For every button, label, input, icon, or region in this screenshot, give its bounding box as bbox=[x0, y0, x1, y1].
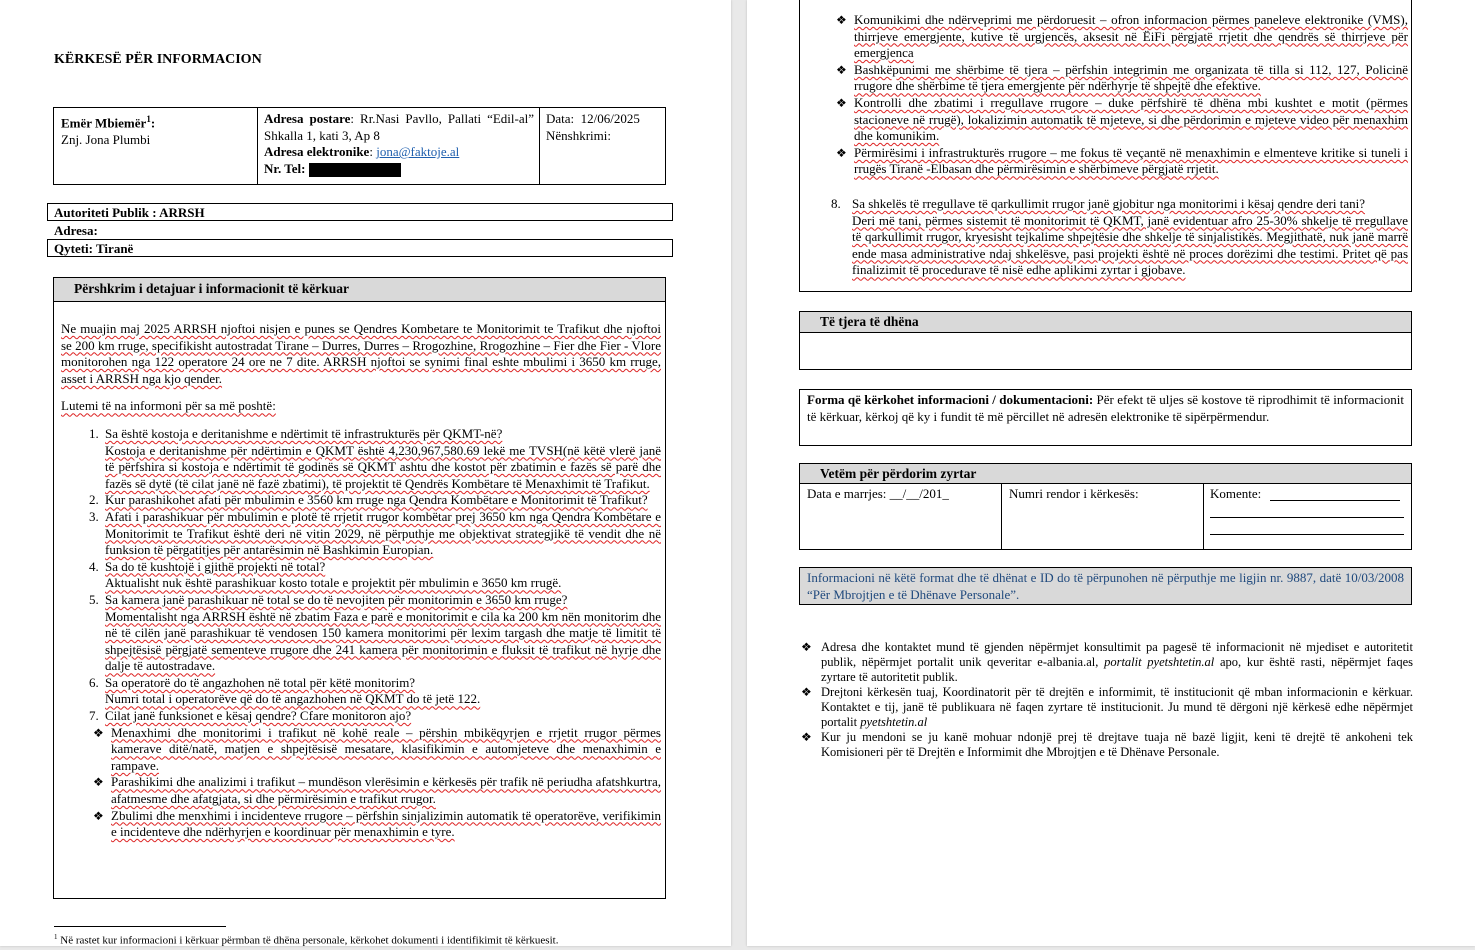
request-date: 12/06/2025 bbox=[580, 111, 640, 126]
question-item-7: 7. Cilat janë funksionet e kësaj qendre? Cfare monitoron ajo? bbox=[61, 708, 661, 725]
diamond-bullet-icon: ❖ bbox=[836, 95, 847, 110]
answer-text: Aktualisht nuk është parashikuar kosto totale e projektit për mbulimin e 3650 km rrugë. bbox=[105, 575, 562, 591]
note-item: ❖ Kur ju mendoni se ju kanë mohuar ndonjë prej të drejtave tuaja në bazë ligjit, keni të drejtë të ankoheni tek Komisioneri për të Drejtën e Informimit dhe Mbrojtjen e të Dhënave Personale. bbox=[801, 730, 1413, 759]
document-page-2 bbox=[747, 0, 1475, 946]
name-label: Emër Mbiemër bbox=[61, 115, 147, 131]
question-item-5: 5. Sa kamera janë parashikuar në total se do të nevojiten për monitorimin e 3650 km rruge? Momentalisht nga ARRSH është në zbatim Faza e parë e monitorimit e cila ka 200 km nën monitorim dhe në të cilën janë parashikuar të vendosen 150 kamera monitorimi për lexim targash dhe matje të limitit të shpejtësisë përgjatë sementeve rrugore dhe 241 kamera për monitorimin e fluksit të trafikut në hyrje dhe dalje të autostradave. bbox=[89, 591, 661, 674]
diamond-bullet-icon: ❖ bbox=[93, 725, 104, 740]
authority-address: Adresa: bbox=[54, 223, 98, 238]
question-text: Sa operatorë do të angazhohen në total për këtë monitorim? bbox=[105, 674, 416, 690]
question-text: Sa do të kushtojë i gjithë projekti në total? bbox=[105, 558, 326, 574]
functions-list-p1 bbox=[61, 725, 661, 841]
question-item-6: 6. Sa operatorë do të angazhohen në total për këtë monitorim? Numri total i operatorëve që do të angazhohen në QKMT do të jetë 122. bbox=[61, 675, 661, 708]
footnote: $^1$ Në rastet kur informacioni i kërkuar përmban të dhëna personale, kërkohet dokumenti i identifikimit të kërkuesit. bbox=[54, 933, 559, 946]
detail-section bbox=[53, 277, 666, 899]
question-item-2: 2. Kur parashikohet afati për mbulimin e 3560 km rruge nga Qendra Kombëtare e Monitorimit të Trafikut? bbox=[61, 492, 661, 509]
answer-text: Afati i parashikuar për mbulimin e plotë të rrjetit rrugor kombëtar prej 3650 km nga Qendra Kombëtare e Monitorimit te Trafikut është deri në vitin 2029, në përputhje me objektivat strategjikë të vendit dhe në funksion të përgatitjes për antarësimin në Bashkimin Europian. bbox=[105, 508, 661, 558]
notes-list bbox=[797, 640, 1413, 760]
authority-city: Qyteti: Tiranë bbox=[47, 239, 673, 257]
diamond-bullet-icon: ❖ bbox=[93, 775, 104, 790]
other-data-header: Të tjera të dhëna bbox=[800, 312, 1411, 333]
function-item: ❖ Përmirësimi i infrastrukturës rrugore – me fokus të veçantë në menaxhimin e elmenteve kritike si tuneli i rrugës Tiranë -Elbasan dhe përmirësimin e shërbimeve përgjatë rrjetit. bbox=[836, 144, 1408, 177]
question-item-3: 3. Afati i parashikuar për mbulimin e plotë të rrjetit rrugor kombëtar prej 3650 km nga Qendra Kombëtare e Monitorimit te Trafikut është deri në vitin 2029, në përputhje me objektivat strategjikë të vendit dhe në funksion të përgatitjes për antarësimin në Bashkimin Europian. bbox=[89, 508, 661, 558]
function-item: ❖ Kontrolli dhe zbatimi i rregullave rrugore – duke përfshirë të dhëna mbi kushtet e motit (përmes stacioneve në rrugë), lokalizimin automatik të mjeteve, si dhe përdorimin e mjeteve video për menaxhim dhe komunikim. bbox=[836, 94, 1408, 144]
signature-label: Nënshkrimi: bbox=[546, 127, 611, 143]
official-use-section bbox=[799, 463, 1412, 550]
detail-section-continued bbox=[799, 0, 1412, 292]
footnote-separator bbox=[54, 926, 226, 927]
name-footnote-ref: 1 bbox=[146, 114, 151, 124]
delivery-form-text: Për efekt të uljes së kostove të riprodhimit të informacionit të kërkuar, kërkoj që ky i fundit të më përcillet në adresën elektronike të sipërpërmendur. bbox=[807, 392, 1404, 424]
requester-address-cell: Adresa postare: Rr.Nasi Pavllo, Pallati “Edil-al” Shkalla 1, kati 3, Ap 8 Adresa elektronike: jona@faktoje.al Nr. Tel: bbox=[264, 111, 534, 176]
answer-text: Numri total i operatorëve që do të angazhohen në QKMT do të jetë 122. bbox=[105, 691, 481, 707]
detail-body bbox=[61, 321, 661, 841]
public-authority: Autoriteti Publik : ARRSH bbox=[47, 203, 673, 221]
comments-line bbox=[1210, 517, 1404, 518]
phone-redacted bbox=[309, 163, 401, 177]
note-item: ❖ Adresa dhe kontaktet mund të gjenden nëpërmjet konsultimit pa pagesë të informacionit në mjediset e autoritetit publik, nëpërmjet portalit unik qeveritar e-albania.al, portalit pyetshtetin.al apo, kur është rasti, nëpërmjet faqes zyrtare të autoritetit publik. bbox=[801, 640, 1414, 684]
other-data-section bbox=[799, 311, 1412, 370]
official-use-header: Vetëm për përdorim zyrtar bbox=[800, 464, 1411, 484]
receipt-date-field: Data e marrjes: __/__/201_ bbox=[807, 486, 949, 501]
document-page-1 bbox=[0, 0, 731, 946]
question-text: Sa është kostoja e deritanishme e ndërtimit të infrastrukturës për QKMT-në? bbox=[105, 425, 503, 441]
diamond-bullet-icon: ❖ bbox=[801, 685, 812, 699]
diamond-bullet-icon: ❖ bbox=[836, 62, 847, 77]
privacy-note: Informacioni në këtë format dhe të dhënat e ID do të përpunohen në përputhje me ligjin nr. 9887, datë 10/03/2008 “Për Mbrojtjen e të Dhënave Personale”. bbox=[799, 567, 1412, 605]
function-item: ❖ Bashkëpunimi me shërbime të tjera – përfshin integrimin me organizata të tilla si 112, 127, Policinë rrugore dhe shërbime të tjera emergjente për ndërhyrje të shpejtë dhe efektive. bbox=[836, 61, 1408, 94]
diamond-bullet-icon: ❖ bbox=[801, 640, 812, 654]
intro-paragraph: Ne muajin maj 2025 ARRSH njoftoi nisjen e punes se Qendres Kombetare te Monitorimit te Trafikut dhe njoftoi se 200 km rruge, specifikisht autostradat Tirane – Durres, Durres – Rrogozhine, Rrogozhine – Fier dhe Fier - Vlore monitorohen nga 122 operatore 24 ore ne 7 dite. ARRSH njoftoi se synimi final eshte mbulimi i 3650 km rruge, asset i ARRSH nga kjo qender. bbox=[61, 321, 661, 386]
email-link[interactable]: jona@faktoje.al bbox=[376, 144, 460, 160]
diamond-bullet-icon: ❖ bbox=[801, 730, 812, 744]
answer-text: Momentalisht nga ARRSH është në zbatim Faza e parë e monitorimit e cila ka 200 km nën monitorim dhe në të cilën janë parashikuar të vendosen 150 kamera monitorimi për lexim targash dhe matje të limitit të shpejtësisë përgjatë sementeve rrugore dhe 241 kamera për monitorimin e fluksit të trafikut në hyrje dhe dalje të autostradave. bbox=[105, 608, 661, 674]
request-number-field: Numri rendor i kërkesës: bbox=[1009, 486, 1139, 501]
document-title: KËRKESË PËR INFORMACION bbox=[54, 52, 262, 67]
comments-line bbox=[1210, 534, 1404, 535]
question-text: Cilat janë funksionet e kësaj qendre? Cfare monitoron ajo? bbox=[105, 708, 412, 724]
answer-text: Kostoja e deritanishme për ndërtimin e QKMT është 4,230,967,580.69 lekë me TVSH(në këtë vlerë janë të përfshira si kostoja e ndërtimit të godinës së QKMT ashtu dhe kostot për zbatimin e fazës së parë dhe fazës së dytë (të cilat janë në fazë zbatimi), të projektit të Qendrës Kombëtare të Menaxhimit të Trafikut. bbox=[105, 442, 661, 491]
question-text: Sa shkelës të rregullave të qarkullimit rrugor janë gjobitur nga monitorimi i kësaj qendre deri tani? bbox=[852, 195, 1365, 211]
postal-address: : Rr.Nasi Pavllo, Pallati “Edil-al” Shkalla 1, kati 3, Ap 8 bbox=[264, 111, 534, 143]
comments-line bbox=[1270, 500, 1400, 501]
question-item-1: 1. Sa është kostoja e deritanishme e ndërtimit të infrastrukturës për QKMT-në? Kostoja e deritanishme për ndërtimin e QKMT është 4,230,967,580.69 lekë me TVSH(në këtë vlerë janë të përfshira si kostoja e ndërtimit të godinës së QKMT ashtu dhe kostot për zbatimin e fazës së parë dhe fazës së dytë (të cilat janë në fazë zbatimi), të projektit të Qendrës Kombëtare të Menaxhimit të Trafikut. bbox=[89, 425, 661, 491]
function-item: ❖ Zbulimi dhe menxhimi i incidenteve rrugore – përfshin sinjalizimin automatik të operatorëve, verifikimin e incidenteve dhe ndërhyrjen e koordinuar për menaxhimin e tyre. bbox=[93, 807, 661, 840]
diamond-bullet-icon: ❖ bbox=[93, 808, 104, 823]
questions-list bbox=[61, 426, 661, 725]
delivery-form-section bbox=[799, 389, 1412, 446]
requester-name: Znj. Jona Plumbi bbox=[61, 131, 151, 147]
question-item-8: 8. Sa shkelës të rregullave të qarkullimit rrugor janë gjobitur nga monitorimi i kësaj qendre deri tani? Deri më tani, përmes sistemit të monitorimit të QKMT, janë evidentuar afro 25-30% shkelje të rregullave të qarkullimit rrugor, kryesisht tejkalime shpejtësie dhe shkelje të sinjalistikës. Megjithatë, nuk janë marrë ende masa administrative ndaj shkelësve, pasi projekti është në proces dorëzimi dhe testimi. Pritet që pas finalizimit të procedurave të nisë edhe aplikimi zyrtar i gjobave. bbox=[831, 195, 1408, 278]
delivery-form-label: Forma që kërkohet informacioni / dokumentacioni: bbox=[807, 392, 1094, 407]
request-line: Lutemi të na informoni për sa më poshtë: bbox=[61, 398, 276, 414]
diamond-bullet-icon: ❖ bbox=[836, 145, 847, 160]
detail-header: Përshkrim i detajuar i informacionit të kërkuar bbox=[54, 278, 665, 302]
date-signature-cell: Data: 12/06/2025 Nënshkrimi: bbox=[546, 111, 662, 144]
function-item: ❖ Parashikimi dhe analizimi i trafikut – mundëson vlerësimin e kërkesës për trafik në periudha afatshkurtra, afatmesme dhe afatgjata, si dhe përmirësimin e trafikut rrugor. bbox=[93, 774, 661, 807]
function-item: ❖ Menaxhimi dhe monitorimi i trafikut në kohë reale – përshin mbikëqyrjen e rrjetit rrugor përmes kamerave ditë/natë, matjen e shpejtësisë mesatare, klasifikimin e automjeteve dhe menaxhimin e rampave. bbox=[93, 724, 661, 773]
functions-list-p2 bbox=[804, 12, 1408, 279]
note-item: ❖ Drejtoni kërkesën tuaj, Koordinatorit për të drejtën e informimit, të institucionit që mban informacionin e kërkuar. Kontaktet e tij, janë të publikuara në faqen zyrtare të institucionit. Ju mund të dërgoni një kërkesë edhe nëpërmjet portalit pyetshtetin.al bbox=[801, 685, 1413, 729]
function-item: ❖ Komunikimi dhe ndërveprimi me përdoruesit – ofron informacion përmes paneleve elektronike (VMS), thirrjeve emergjente, kutive të urgjencës, aksesit në ËiFi përgjatë rrjetit dhe qendrës së thirrjeve për emergjenca bbox=[836, 12, 1408, 61]
question-item-4: 4. Sa do të kushtojë i gjithë projekti në total? Aktualisht nuk është parashikuar kosto totale e projektit për mbulimin e 3650 km rrugë. bbox=[61, 559, 661, 592]
diamond-bullet-icon: ❖ bbox=[836, 13, 847, 27]
question-text: Sa kamera janë parashikuar në total se do të nevojiten për monitorimin e 3650 km rruge? bbox=[105, 591, 568, 607]
question-text: Kur parashikohet afati për mbulimin e 3560 km rruge nga Qendra Kombëtare e Monitorimit të Trafikut? bbox=[105, 492, 648, 508]
comments-label: Komente: bbox=[1210, 486, 1262, 501]
answer-text: Deri më tani, përmes sistemit të monitorimit të QKMT, janë evidentuar afro 25-30% shkelje të rregullave të qarkullimit rrugor, kryesisht tejkalime shpejtësie dhe shkelje të sinjalistikës. Megjithatë, nuk janë marrë ende masa administrative ndaj shkelësve, pasi projekti është në proces dorëzimi dhe testimi. Pritet që pas finalizimit të procedurave të nisë edhe aplikimi zyrtar i gjobave. bbox=[852, 212, 1408, 278]
requester-name-cell: Emër Mbiemër$^1$: Znj. Jona Plumbi bbox=[61, 111, 251, 149]
requester-table bbox=[53, 107, 666, 185]
